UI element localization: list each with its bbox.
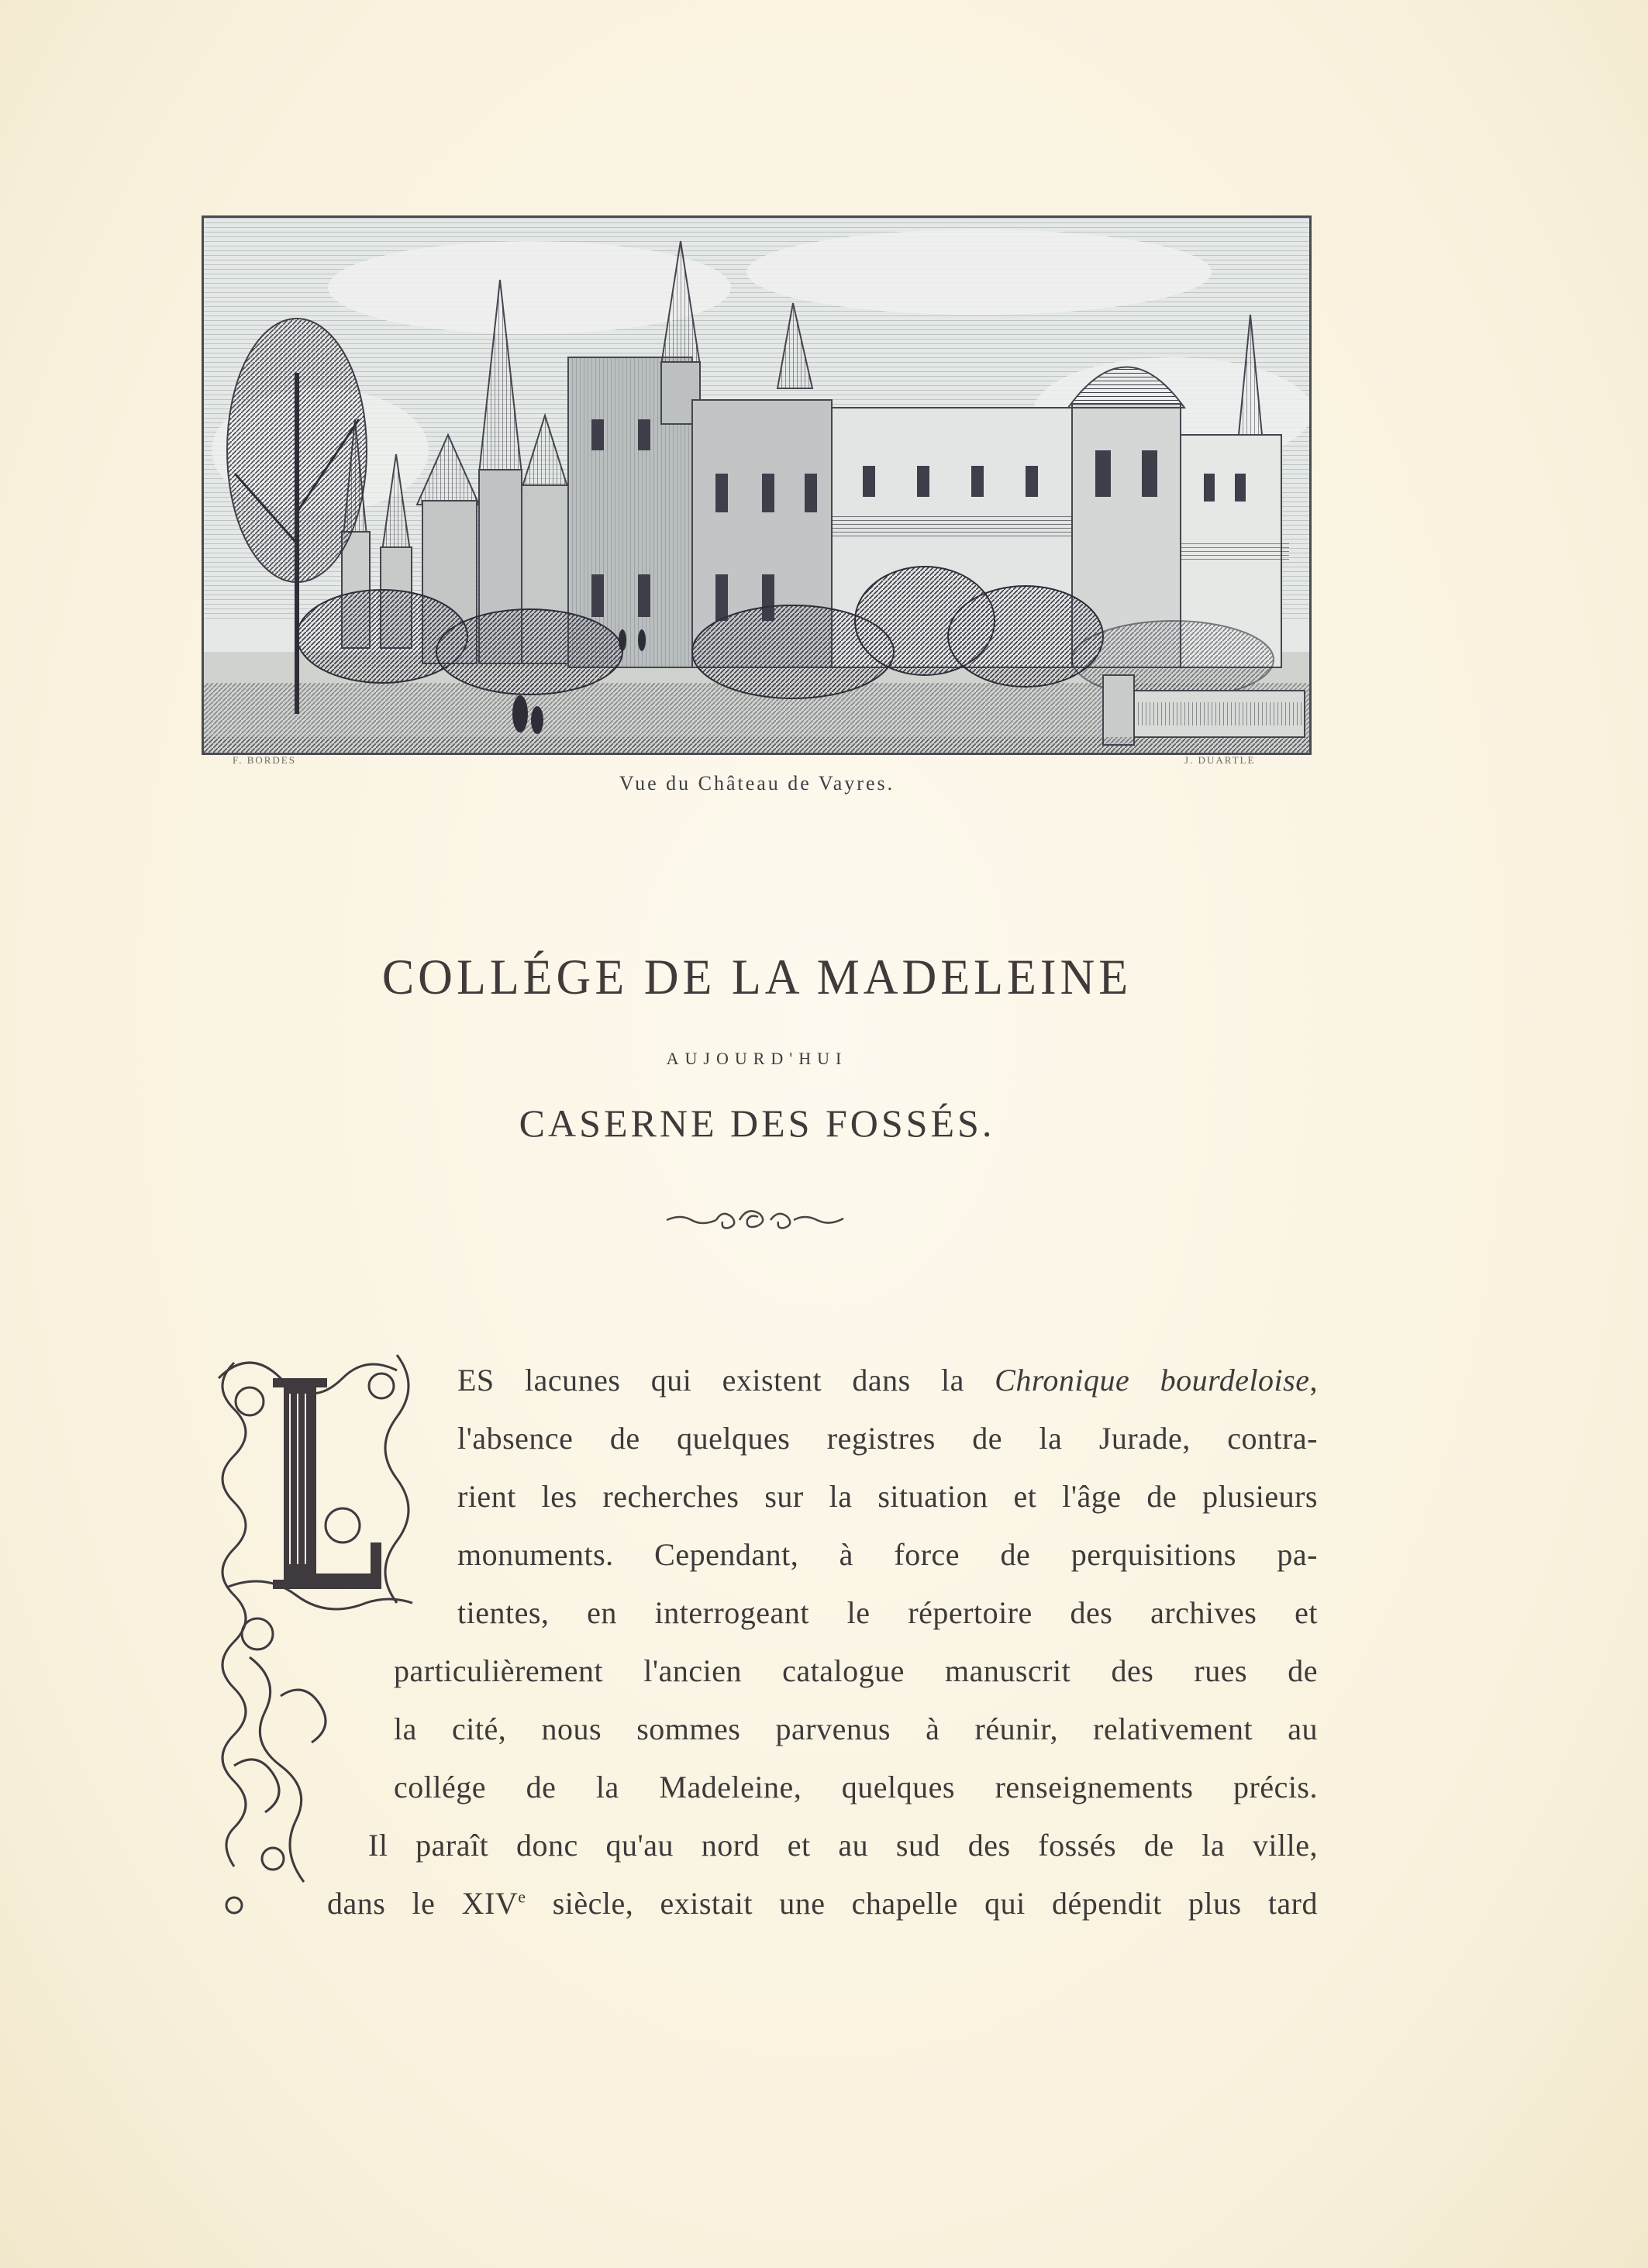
line-text: siècle, existait une chapelle qui dépendit plus tard — [526, 1886, 1319, 1921]
paragraph-line-7: la cité, nous sommes parvenus à réunir, relativement au — [394, 1711, 1318, 1746]
paragraph-line-9: Il paraît donc qu'au nord et au sud des fossés de la ville, — [368, 1828, 1318, 1863]
engraving-caption: Vue du Château de Vayres. — [619, 772, 895, 794]
engraving-illustration — [202, 215, 1312, 755]
chapter-subtitle: AUJOURD'HUI — [666, 1049, 848, 1068]
paragraph-line-4: monuments. Cependant, à force de perquisitions pa- — [457, 1537, 1318, 1572]
engraver-signature-right: J. DUARTLE — [1184, 754, 1256, 766]
paragraph-line-3: rient les recherches sur la situation et l'âge de plusieurs — [457, 1479, 1318, 1514]
chapter-title-second: CASERNE DES FOSSÉS. — [519, 1101, 995, 1145]
paragraph-line-5: tientes, en interrogeant le répertoire des archives et — [457, 1595, 1318, 1630]
line-text: dans le XIV — [327, 1886, 519, 1921]
paragraph-line-2: l'absence de quelques registres de la Jurade, contra- — [457, 1421, 1318, 1456]
italic-title: Chronique bourdeloise — [995, 1363, 1310, 1398]
punctuation: , — [1309, 1363, 1318, 1398]
paragraph-line-6: particulièrement l'ancien catalogue manuscrit des rues de — [394, 1653, 1318, 1688]
chapter-title: COLLÉGE DE LA MADELEINE — [381, 950, 1133, 1005]
engraver-signature-left: F. BORDES — [233, 754, 296, 766]
superscript: e — [518, 1887, 526, 1907]
decorative-ornament-icon — [665, 1203, 845, 1236]
drop-cap-continuation: ES lacunes qui existent dans la — [457, 1363, 995, 1398]
paragraph-line-8: collége de la Madeleine, quelques renseignements précis. — [394, 1770, 1318, 1804]
paragraph-line-10 — [327, 1885, 1318, 1922]
paragraph-line-1 — [457, 1362, 1318, 1398]
